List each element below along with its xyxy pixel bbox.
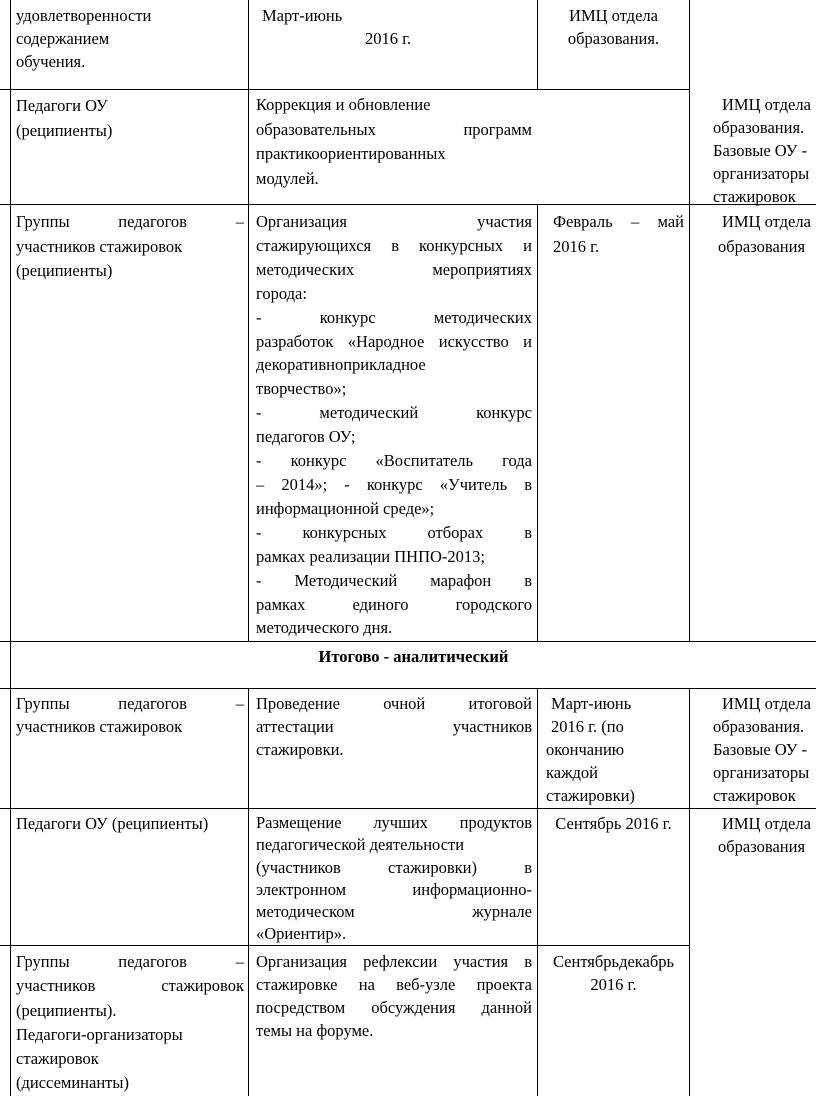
cell-line: темы на форуме. [256, 1021, 374, 1040]
cell-line: ИМЦ отдела [722, 212, 811, 231]
cell-line: (участников стажировки) в [256, 857, 532, 877]
cell-timing-placement [538, 812, 689, 835]
cell-responsible-top [538, 4, 689, 50]
cell-activity-contests [256, 210, 532, 640]
grid-line [537, 204, 538, 641]
cell-line: стажировок [713, 187, 796, 206]
cell-line: (реципиенты) [16, 121, 113, 140]
cell-line: 2016 г. [590, 975, 637, 994]
cell-line: Март-июнь [551, 694, 632, 713]
cell-line: образовательных программ [256, 119, 532, 139]
cell-participants-top [16, 4, 151, 73]
cell-participants-contests [16, 210, 244, 284]
cell-participants-reflection [16, 950, 244, 1096]
grid-line [10, 0, 11, 1096]
cell-line: Сентябрь 2016 г. [555, 814, 672, 833]
cell-line: каждой [546, 763, 598, 782]
cell-line: методического дня. [256, 618, 393, 638]
cell-line: - конкурс методических [256, 307, 532, 327]
cell-line: 2016 г. [365, 29, 412, 48]
cell-participants-correction [16, 93, 112, 143]
cell-line: Базовые ОУ - [713, 141, 808, 160]
cell-line: (реципиенты). [16, 1000, 117, 1020]
cell-line: образования [718, 236, 806, 256]
cell-line: Проведение очной итоговой [256, 694, 532, 713]
grid-line [689, 0, 690, 641]
cell-line: стажировке на веб-узле проекта [256, 975, 532, 994]
cell-line: организаторы [713, 164, 810, 183]
cell-line: (диссеминанты) [16, 1073, 129, 1093]
cell-line: обучения. [16, 52, 86, 71]
cell-line: образования. [713, 118, 805, 137]
cell-line: информационной среде»; [256, 498, 435, 518]
cell-line: - конкурсных отборах в [256, 522, 532, 542]
cell-line: модулей. [256, 168, 319, 188]
cell-line: участников стажировок [16, 976, 244, 996]
cell-line: Размещение лучших продуктов [256, 813, 532, 832]
grid-line [537, 688, 538, 1096]
cell-participants-attestation [16, 692, 244, 738]
cell-line: Группы педагогов – [16, 952, 244, 971]
cell-line: практикоориентированных [256, 144, 446, 163]
cell-line: электронном информационно- [256, 879, 532, 899]
cell-line: ИМЦ отдела [722, 814, 811, 833]
cell-line: удовлетворенности [16, 6, 152, 25]
cell-activity-correction [256, 93, 532, 191]
grid-line [0, 688, 816, 689]
grid-line [0, 89, 690, 90]
cell-line: окончанию [546, 740, 625, 759]
cell-line: - Методический марафон в [256, 570, 532, 590]
cell-responsible-placement [718, 812, 811, 858]
cell-activity-placement [256, 812, 532, 946]
cell-line: посредством обсуждения данной [256, 998, 532, 1017]
cell-timing-attestation [546, 692, 635, 807]
cell-line: Педагоги-организаторы [16, 1024, 183, 1044]
cell-line: «Ориентир». [256, 924, 347, 944]
cell-line: ИМЦ отдела [569, 6, 658, 25]
cell-line: разработок «Народное искусство и [256, 331, 532, 351]
cell-line: – 2014»; - конкурс «Учитель в [256, 474, 532, 494]
cell-line: Организация рефлексии участия в [256, 952, 532, 971]
cell-line: Группы педагогов – [16, 694, 244, 713]
cell-line: Педагоги ОУ (реципиенты) [16, 814, 209, 833]
grid-line [689, 688, 690, 1096]
cell-line: Организация участия [256, 212, 532, 231]
cell-timing-contests [553, 210, 684, 259]
cell-line: декоративноприкладное [256, 355, 426, 375]
cell-line: образования [718, 837, 806, 856]
cell-line: Февраль – май [553, 212, 684, 231]
section-title: Итогово - аналитический [318, 647, 509, 666]
cell-line: 2016 г. (по [551, 717, 624, 736]
cell-line: 2016 г. [553, 236, 600, 256]
cell-line: творчество»; [256, 379, 347, 399]
cell-line: стажировок [713, 786, 796, 805]
cell-line: аттестации участников [256, 717, 532, 736]
cell-line: участников стажировок [16, 717, 183, 736]
grid-line [0, 641, 816, 642]
grid-line [0, 808, 816, 809]
cell-line: Коррекция и обновление [256, 95, 431, 114]
cell-line: стажировки) [546, 786, 635, 805]
cell-responsible-correction [713, 93, 811, 208]
cell-line: Сентябрьдекабрь [552, 952, 675, 971]
cell-line: педагогической деятельности [256, 835, 465, 855]
cell-participants-placement [16, 812, 208, 835]
cell-line: ИМЦ отдела [722, 95, 811, 114]
cell-line: стажирующихся в конкурсных и [256, 235, 532, 255]
cell-timing-top [262, 4, 411, 50]
cell-line: организаторы [713, 763, 810, 782]
cell-line: Педагоги ОУ [16, 96, 108, 115]
cell-line: Базовые ОУ - [713, 740, 808, 759]
grid-line [0, 204, 816, 205]
cell-line: - методический конкурс [256, 403, 532, 423]
cell-responsible-attestation [713, 692, 811, 807]
cell-line: рамках единого городского [256, 594, 532, 614]
cell-timing-reflection [538, 950, 689, 996]
grid-line [248, 0, 249, 641]
cell-line: - конкурс «Воспитатель года [256, 451, 532, 471]
cell-line: участников стажировок [16, 236, 183, 256]
cell-line: содержанием [16, 29, 110, 48]
cell-line: образования. [567, 29, 660, 48]
cell-line: Группы педагогов – [16, 212, 244, 231]
grid-line [248, 688, 249, 1096]
cell-line: образования. [713, 717, 805, 736]
cell-line: методических мероприятиях [256, 259, 532, 279]
cell-responsible-contests [718, 210, 811, 259]
cell-line: ИМЦ отдела [722, 694, 811, 713]
cell-line: города: [256, 283, 307, 303]
cell-line: стажировки. [256, 740, 344, 759]
cell-activity-reflection [256, 950, 532, 1042]
cell-line: стажировок [16, 1049, 99, 1069]
cell-line: (реципиенты) [16, 261, 113, 280]
cell-activity-attestation [256, 692, 532, 761]
cell-line: педагогов ОУ; [256, 427, 356, 447]
cell-line: рамках реализации ПНПО-2013; [256, 546, 485, 566]
cell-line: методическом журнале [256, 902, 532, 922]
cell-line: Март-июнь [262, 6, 343, 25]
